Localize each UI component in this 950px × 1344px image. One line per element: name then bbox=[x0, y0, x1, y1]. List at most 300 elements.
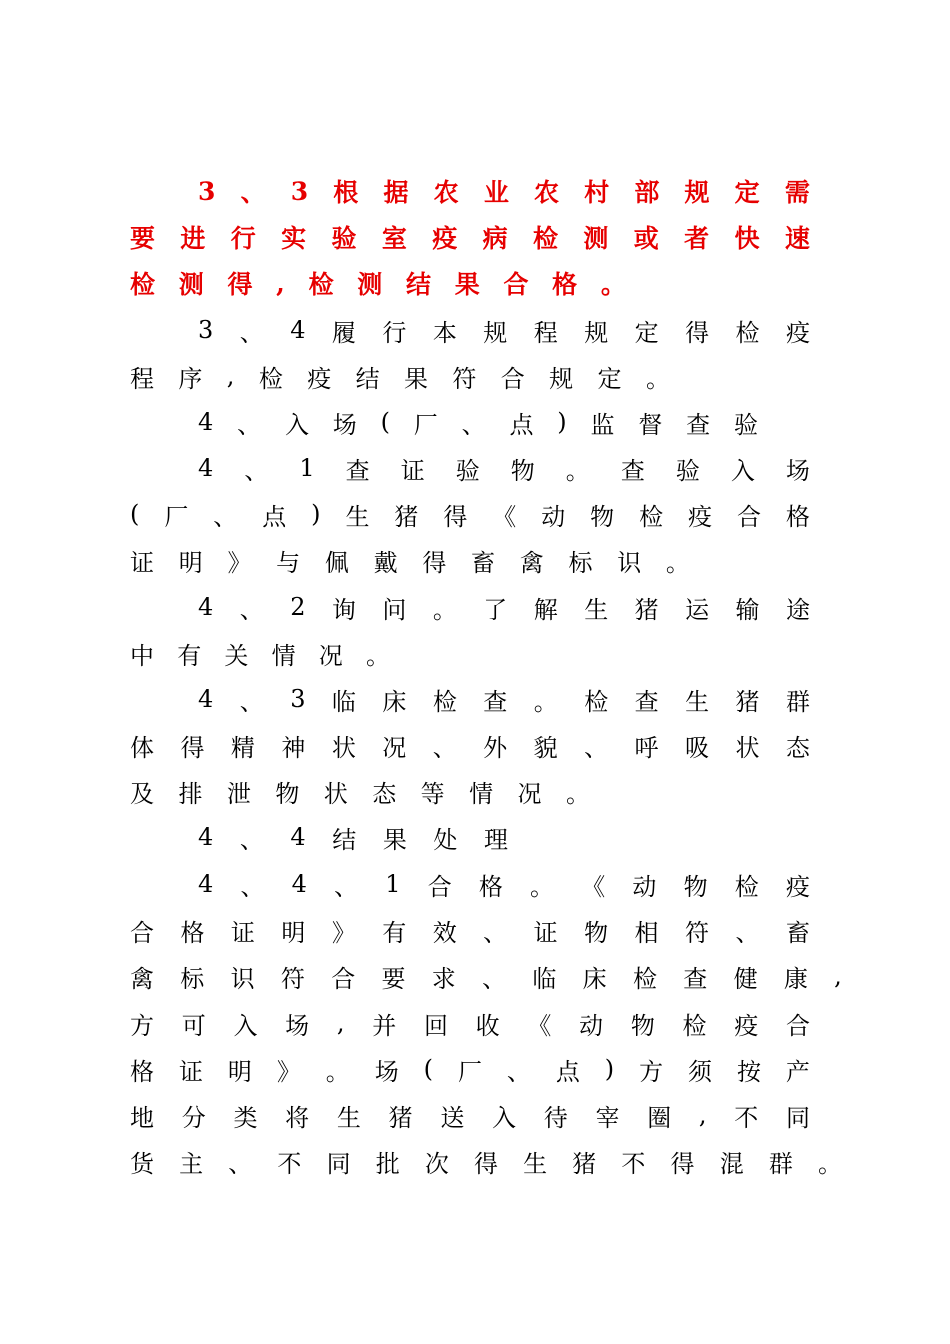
glyph: 。 bbox=[665, 548, 690, 577]
glyph: 合 bbox=[427, 872, 452, 901]
glyph: 有 bbox=[382, 918, 407, 947]
glyph: 康 bbox=[783, 964, 808, 993]
glyph: 格 bbox=[130, 1057, 154, 1086]
glyph: 物 bbox=[275, 779, 300, 808]
heading-4-4-result-handling bbox=[198, 820, 508, 854]
glyph: 证 bbox=[230, 918, 255, 947]
glyph: 畜 bbox=[785, 918, 810, 947]
glyph: 。 bbox=[530, 872, 555, 901]
glyph: 可 bbox=[181, 1011, 206, 1040]
glyph: 合 bbox=[785, 1011, 810, 1040]
glyph: 、 bbox=[432, 733, 457, 762]
glyph: 格 bbox=[180, 918, 205, 947]
glyph: 查 bbox=[345, 456, 370, 485]
glyph: ) bbox=[604, 1055, 615, 1083]
glyph: 生 bbox=[336, 1103, 361, 1132]
glyph: 圈 bbox=[647, 1103, 672, 1132]
glyph: 2 bbox=[290, 593, 306, 621]
glyph: 询 bbox=[331, 595, 356, 624]
glyph: 检 bbox=[735, 318, 760, 347]
glyph: 群 bbox=[786, 687, 810, 716]
paragraph-4-4-1-line-3 bbox=[130, 959, 842, 993]
glyph: 体 bbox=[130, 733, 154, 762]
glyph: 检 bbox=[639, 502, 664, 531]
glyph: 情 bbox=[469, 779, 494, 808]
glyph: 、 bbox=[483, 918, 508, 947]
glyph: 解 bbox=[533, 595, 558, 624]
paragraph-4-3-line-1 bbox=[198, 682, 810, 716]
glyph: 格 bbox=[552, 270, 578, 299]
glyph: 检 bbox=[533, 224, 559, 253]
glyph: 。 bbox=[432, 595, 457, 624]
glyph: 床 bbox=[382, 687, 407, 716]
paragraph-3-3-line-2 bbox=[130, 220, 810, 254]
glyph: 物 bbox=[590, 502, 615, 531]
paragraph-4-4-1-line-5 bbox=[130, 1052, 810, 1086]
glyph: 猪 bbox=[735, 687, 760, 716]
glyph: 物 bbox=[510, 456, 535, 485]
glyph: ( bbox=[423, 1055, 433, 1083]
glyph: 检 bbox=[584, 687, 609, 716]
glyph: 猪 bbox=[394, 502, 419, 531]
glyph: 实 bbox=[281, 224, 307, 253]
glyph: 。 bbox=[565, 456, 590, 485]
glyph: 1 bbox=[385, 870, 401, 898]
glyph: ) bbox=[311, 500, 321, 528]
glyph: 、 bbox=[584, 733, 609, 762]
glyph: 农 bbox=[533, 178, 559, 207]
glyph: 村 bbox=[584, 178, 610, 207]
paragraph-4-1-line-1 bbox=[198, 451, 810, 485]
glyph: 疫 bbox=[786, 318, 810, 347]
glyph: 生 bbox=[345, 502, 370, 531]
glyph: 符 bbox=[452, 364, 477, 393]
paragraph-4-1-line-3 bbox=[130, 543, 690, 577]
glyph: 物 bbox=[584, 918, 609, 947]
glyph: 分 bbox=[181, 1103, 206, 1132]
glyph: 入 bbox=[233, 1011, 258, 1040]
glyph: 明 bbox=[281, 918, 306, 947]
glyph: 检 bbox=[682, 1011, 707, 1040]
glyph: 禽 bbox=[519, 548, 544, 577]
paragraph-4-1-line-2 bbox=[130, 497, 810, 531]
paragraph-4-4-1-line-4 bbox=[130, 1006, 810, 1040]
glyph: 。 bbox=[325, 1057, 350, 1086]
glyph: 。 bbox=[645, 364, 670, 393]
glyph: 测 bbox=[178, 270, 204, 299]
glyph: 3 bbox=[198, 176, 216, 206]
glyph: 定 bbox=[634, 318, 659, 347]
glyph: 关 bbox=[224, 641, 249, 670]
glyph: 临 bbox=[331, 687, 356, 716]
glyph: 验 bbox=[675, 456, 700, 485]
glyph: 理 bbox=[483, 825, 508, 854]
glyph: 履 bbox=[331, 318, 356, 347]
glyph: 定 bbox=[734, 178, 760, 207]
glyph: 证 bbox=[533, 918, 558, 947]
paragraph-3-3-line-1 bbox=[198, 174, 810, 208]
glyph: 有 bbox=[177, 641, 202, 670]
glyph: 疫 bbox=[688, 502, 712, 531]
glyph: 点 bbox=[555, 1057, 580, 1086]
glyph: 精 bbox=[230, 733, 255, 762]
glyph: 结 bbox=[355, 364, 380, 393]
glyph: 进 bbox=[180, 224, 206, 253]
glyph: 农 bbox=[433, 178, 459, 207]
glyph: 得 bbox=[227, 270, 253, 299]
glyph: 不 bbox=[734, 1103, 759, 1132]
glyph: 与 bbox=[276, 548, 301, 577]
glyph: 生 bbox=[523, 1149, 548, 1178]
glyph: 4 bbox=[198, 454, 214, 482]
paragraph-4-3-line-2 bbox=[130, 728, 810, 762]
paragraph-3-3-line-3 bbox=[130, 266, 626, 300]
paragraph-3-4-line-2 bbox=[130, 359, 670, 393]
glyph: 同 bbox=[326, 1149, 351, 1178]
glyph: 场 bbox=[285, 1011, 310, 1040]
glyph: ) bbox=[557, 408, 567, 436]
glyph: 动 bbox=[579, 1011, 604, 1040]
glyph: 相 bbox=[634, 918, 659, 947]
glyph: 情 bbox=[271, 641, 296, 670]
glyph: 况 bbox=[517, 779, 542, 808]
glyph: 点 bbox=[262, 502, 287, 531]
glyph: , bbox=[698, 1101, 707, 1129]
glyph: 地 bbox=[130, 1103, 154, 1132]
glyph: 据 bbox=[383, 178, 409, 207]
glyph: 1 bbox=[299, 454, 315, 482]
glyph: 验 bbox=[331, 224, 357, 253]
glyph: 群 bbox=[768, 1149, 793, 1178]
glyph: 识 bbox=[617, 548, 642, 577]
glyph: 佩 bbox=[324, 548, 349, 577]
glyph: 运 bbox=[685, 595, 710, 624]
glyph: 貌 bbox=[533, 733, 558, 762]
glyph: 得 bbox=[180, 733, 205, 762]
glyph: 序 bbox=[178, 364, 203, 393]
glyph: 格 bbox=[785, 502, 810, 531]
glyph: 、 bbox=[334, 872, 359, 901]
glyph: 畜 bbox=[471, 548, 496, 577]
glyph: 猪 bbox=[572, 1149, 597, 1178]
glyph: 查 bbox=[620, 456, 645, 485]
glyph: 处 bbox=[433, 825, 458, 854]
paragraph-4-4-1-line-2 bbox=[130, 913, 810, 947]
glyph: 病 bbox=[482, 224, 508, 253]
glyph: 检 bbox=[734, 872, 759, 901]
glyph: 部 bbox=[634, 178, 660, 207]
glyph: 外 bbox=[483, 733, 508, 762]
glyph: 4 bbox=[198, 870, 214, 898]
glyph: 合 bbox=[503, 270, 529, 299]
glyph: 入 bbox=[492, 1103, 517, 1132]
glyph: 禽 bbox=[130, 964, 154, 993]
glyph: 得 bbox=[443, 502, 468, 531]
glyph: 、 bbox=[461, 410, 486, 439]
glyph: 规 bbox=[549, 364, 574, 393]
glyph: 疫 bbox=[432, 224, 458, 253]
glyph: 求 bbox=[431, 964, 456, 993]
glyph: 证 bbox=[400, 456, 425, 485]
glyph: 猪 bbox=[634, 595, 659, 624]
glyph: 、 bbox=[213, 502, 238, 531]
glyph: 查 bbox=[483, 687, 508, 716]
glyph: 速 bbox=[784, 224, 810, 253]
glyph: 或 bbox=[633, 224, 659, 253]
glyph: 。 bbox=[533, 687, 558, 716]
glyph: 场 bbox=[374, 1057, 399, 1086]
glyph: 查 bbox=[634, 687, 659, 716]
glyph: 得 bbox=[422, 548, 447, 577]
glyph: 得 bbox=[670, 1149, 695, 1178]
glyph: 根 bbox=[333, 178, 359, 207]
glyph: 查 bbox=[683, 964, 708, 993]
glyph: 4 bbox=[198, 593, 214, 621]
glyph: 合 bbox=[331, 964, 356, 993]
glyph: 规 bbox=[584, 318, 609, 347]
glyph: 查 bbox=[686, 410, 711, 439]
glyph: 检 bbox=[130, 270, 156, 299]
glyph: 排 bbox=[178, 779, 203, 808]
glyph: 疫 bbox=[785, 872, 810, 901]
glyph: 况 bbox=[318, 641, 343, 670]
glyph: 态 bbox=[785, 733, 810, 762]
glyph: 宰 bbox=[595, 1103, 620, 1132]
glyph: 同 bbox=[785, 1103, 810, 1132]
glyph: 证 bbox=[130, 548, 154, 577]
glyph: 产 bbox=[785, 1057, 810, 1086]
glyph: 、 bbox=[506, 1057, 531, 1086]
glyph: 合 bbox=[736, 502, 761, 531]
glyph: 得 bbox=[473, 1149, 498, 1178]
glyph: , bbox=[336, 1009, 345, 1037]
glyph: 4 bbox=[291, 870, 307, 898]
glyph: 、 bbox=[482, 964, 507, 993]
glyph: 、 bbox=[239, 825, 264, 854]
glyph: ( bbox=[380, 408, 390, 436]
glyph: 效 bbox=[432, 918, 457, 947]
glyph: , bbox=[834, 962, 842, 990]
glyph: 回 bbox=[423, 1011, 448, 1040]
glyph: 批 bbox=[375, 1149, 400, 1178]
glyph: 动 bbox=[541, 502, 566, 531]
glyph: 须 bbox=[688, 1057, 712, 1086]
glyph: 者 bbox=[684, 224, 710, 253]
glyph: 送 bbox=[440, 1103, 465, 1132]
glyph: 床 bbox=[582, 964, 607, 993]
glyph: 况 bbox=[382, 733, 407, 762]
glyph: 及 bbox=[130, 779, 154, 808]
glyph: 货 bbox=[130, 1149, 154, 1178]
glyph: 疫 bbox=[734, 1011, 759, 1040]
glyph: 》 bbox=[227, 548, 252, 577]
glyph: 呼 bbox=[634, 733, 659, 762]
glyph: 3 bbox=[290, 685, 306, 713]
glyph: 厂 bbox=[457, 1057, 482, 1086]
glyph: 监 bbox=[590, 410, 615, 439]
paragraph-3-4-line-1 bbox=[198, 313, 810, 347]
glyph: 物 bbox=[630, 1011, 655, 1040]
glyph: 动 bbox=[632, 872, 657, 901]
glyph: 状 bbox=[331, 733, 356, 762]
glyph: 需 bbox=[784, 178, 810, 207]
glyph: 状 bbox=[735, 733, 760, 762]
glyph: 不 bbox=[277, 1149, 302, 1178]
glyph: 》 bbox=[331, 918, 356, 947]
glyph: 合 bbox=[500, 364, 525, 393]
paragraph-4-4-1-line-7 bbox=[130, 1144, 842, 1178]
glyph: 符 bbox=[280, 964, 305, 993]
glyph: 3 bbox=[198, 316, 214, 344]
glyph: 状 bbox=[323, 779, 348, 808]
glyph: 规 bbox=[483, 318, 508, 347]
glyph: 《 bbox=[492, 502, 517, 531]
glyph: 态 bbox=[372, 779, 397, 808]
glyph: 快 bbox=[734, 224, 760, 253]
glyph: 、 bbox=[239, 595, 264, 624]
glyph: 方 bbox=[639, 1057, 664, 1086]
glyph: 疫 bbox=[307, 364, 332, 393]
glyph: 》 bbox=[276, 1057, 301, 1086]
glyph: 测 bbox=[357, 270, 383, 299]
glyph: 检 bbox=[258, 364, 283, 393]
glyph: 按 bbox=[736, 1057, 761, 1086]
glyph: 行 bbox=[382, 318, 407, 347]
glyph: 要 bbox=[130, 224, 156, 253]
glyph: 待 bbox=[543, 1103, 568, 1132]
glyph: 、 bbox=[239, 318, 264, 347]
glyph: 不 bbox=[621, 1149, 646, 1178]
glyph: 标 bbox=[180, 964, 205, 993]
glyph: 入 bbox=[730, 456, 755, 485]
glyph: 明 bbox=[227, 1057, 252, 1086]
glyph: 健 bbox=[733, 964, 758, 993]
glyph: , bbox=[276, 268, 285, 298]
glyph: 将 bbox=[285, 1103, 310, 1132]
glyph: 、 bbox=[240, 872, 265, 901]
paragraph-4-4-1-line-1 bbox=[198, 867, 810, 901]
glyph: 验 bbox=[455, 456, 480, 485]
glyph: 格 bbox=[478, 872, 503, 901]
glyph: 、 bbox=[240, 178, 266, 207]
glyph: 点 bbox=[509, 410, 534, 439]
glyph: 结 bbox=[332, 825, 357, 854]
glyph: 。 bbox=[600, 270, 626, 299]
glyph: 标 bbox=[568, 548, 593, 577]
glyph: 检 bbox=[308, 270, 334, 299]
paragraph-4-4-1-line-6 bbox=[130, 1098, 810, 1132]
glyph: 场 bbox=[332, 410, 357, 439]
glyph: 4 bbox=[198, 408, 214, 436]
glyph: 果 bbox=[454, 270, 480, 299]
glyph: 督 bbox=[638, 410, 663, 439]
glyph: 收 bbox=[475, 1011, 500, 1040]
glyph: 场 bbox=[785, 456, 810, 485]
glyph: 证 bbox=[178, 1057, 203, 1086]
glyph: 问 bbox=[382, 595, 407, 624]
glyph: 验 bbox=[733, 410, 758, 439]
glyph: 、 bbox=[239, 687, 264, 716]
glyph: 入 bbox=[284, 410, 309, 439]
glyph: 4 bbox=[290, 823, 306, 851]
glyph: 符 bbox=[684, 918, 709, 947]
glyph: 结 bbox=[406, 270, 432, 299]
glyph: 混 bbox=[719, 1149, 744, 1178]
glyph: 次 bbox=[424, 1149, 449, 1178]
glyph: , bbox=[226, 362, 235, 390]
glyph: 神 bbox=[281, 733, 306, 762]
glyph: 并 bbox=[372, 1011, 397, 1040]
glyph: 厂 bbox=[164, 502, 189, 531]
glyph: 途 bbox=[786, 595, 810, 624]
glyph: 得 bbox=[685, 318, 710, 347]
glyph: 戴 bbox=[373, 548, 398, 577]
glyph: 果 bbox=[382, 825, 407, 854]
glyph: 要 bbox=[381, 964, 406, 993]
glyph: 等 bbox=[420, 779, 445, 808]
glyph: 吸 bbox=[684, 733, 709, 762]
glyph: 了 bbox=[483, 595, 508, 624]
glyph: 主 bbox=[179, 1149, 204, 1178]
glyph: 生 bbox=[584, 595, 609, 624]
glyph: 临 bbox=[532, 964, 557, 993]
glyph: 输 bbox=[735, 595, 760, 624]
glyph: 。 bbox=[365, 641, 390, 670]
glyph: 合 bbox=[130, 918, 154, 947]
glyph: 定 bbox=[597, 364, 622, 393]
paragraph-4-2-line-2 bbox=[130, 636, 390, 670]
glyph: 物 bbox=[683, 872, 708, 901]
glyph: 泄 bbox=[226, 779, 251, 808]
glyph: 生 bbox=[685, 687, 710, 716]
glyph: 厂 bbox=[413, 410, 438, 439]
heading-4-entry-inspection bbox=[198, 405, 758, 439]
glyph: 4 bbox=[290, 316, 306, 344]
glyph: 行 bbox=[230, 224, 256, 253]
glyph: 、 bbox=[244, 456, 269, 485]
glyph: 3 bbox=[290, 176, 309, 206]
glyph: 业 bbox=[483, 178, 509, 207]
glyph: 规 bbox=[684, 178, 710, 207]
glyph: 4 bbox=[198, 823, 214, 851]
glyph: 中 bbox=[130, 641, 154, 670]
glyph: 。 bbox=[565, 779, 590, 808]
glyph: 室 bbox=[381, 224, 407, 253]
paragraph-4-2-line-1 bbox=[198, 590, 810, 624]
glyph: 猪 bbox=[388, 1103, 413, 1132]
glyph: 。 bbox=[817, 1149, 842, 1178]
glyph: 程 bbox=[533, 318, 558, 347]
glyph: 果 bbox=[403, 364, 428, 393]
glyph: ( bbox=[130, 500, 140, 528]
glyph: 、 bbox=[735, 918, 760, 947]
glyph: 、 bbox=[237, 410, 262, 439]
glyph: 明 bbox=[178, 548, 203, 577]
glyph: 方 bbox=[130, 1011, 154, 1040]
glyph: 类 bbox=[233, 1103, 258, 1132]
glyph: 检 bbox=[632, 964, 657, 993]
paragraph-4-3-line-3 bbox=[130, 774, 590, 808]
glyph: 测 bbox=[583, 224, 609, 253]
glyph: 《 bbox=[581, 872, 606, 901]
glyph: 识 bbox=[230, 964, 255, 993]
glyph: 本 bbox=[432, 318, 457, 347]
glyph: 程 bbox=[130, 364, 154, 393]
glyph: 《 bbox=[527, 1011, 552, 1040]
glyph: 检 bbox=[432, 687, 457, 716]
glyph: 、 bbox=[228, 1149, 253, 1178]
glyph: 4 bbox=[198, 685, 214, 713]
